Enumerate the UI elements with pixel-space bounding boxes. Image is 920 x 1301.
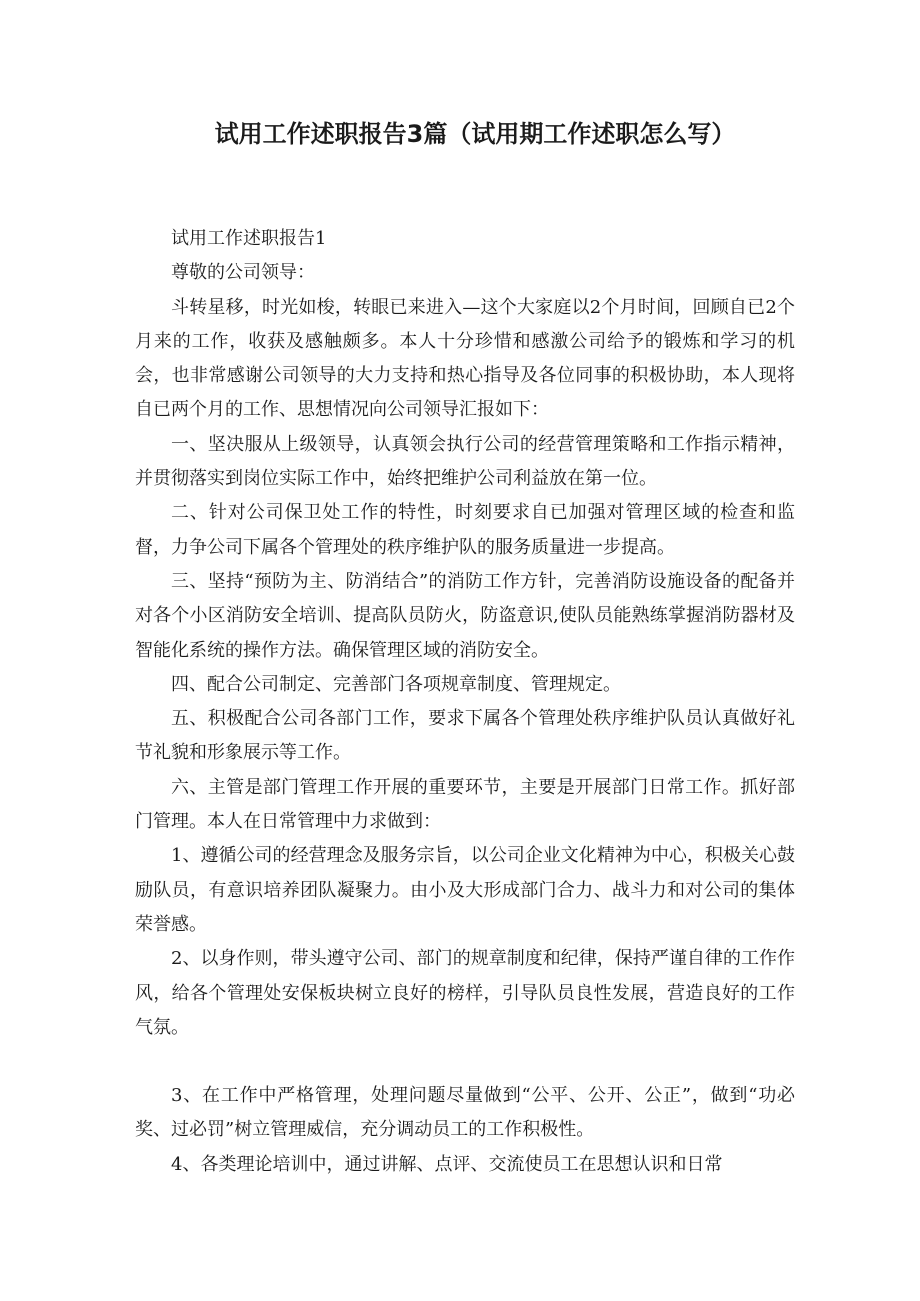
paragraph-subitem-3: 3、在工作中严格管理，处理问题尽量做到“公平、公开、公正”，做到“功必奖、过必罚”树立管理威信，充分调动员工的工作积极性。: [135, 1085, 795, 1141]
document-body: [135, 222, 795, 1182]
paragraph-item-5: 五、积极配合公司各部门工作，要求下属各个管理处秩序维护队员认真做好礼节礼貌和形象展示等工作。: [135, 708, 795, 764]
paragraph-subitem-2: 2、以身作则，带头遵守公司、部门的规章制度和纪律，保持严谨自律的工作作风，给各个管理处安保板块树立良好的榜样，引导队员良性发展，营造良好的工作气氛。: [135, 948, 795, 1038]
document-title: 试用工作述职报告3篇（试用期工作述职怎么写）: [214, 120, 736, 148]
paragraph-item-3: 三、坚持“预防为主、防消结合”的消防工作方针，完善消防设施设备的配备并对各个小区消防安全培训、提高队员防火，防盗意识,使队员能熟练掌握消防器材及智能化系统的操作方法。确保管理区域的消防安全。: [135, 570, 795, 661]
paragraph-item-2: 二、针对公司保卫处工作的特性，时刻要求自已加强对管理区域的检查和监督，力争公司下属各个管理处的秩序维护队的服务质量进一步提高。: [135, 502, 795, 558]
paragraph-subitem-4: 4、各类理论培训中，通过讲解、点评、交流使员工在思想认识和日常: [171, 1153, 723, 1175]
paragraph-intro: 斗转星移，时光如梭，转眼已来进入—这个大家庭以2个月时间，回顾自已2个月来的工作，收获及感触颇多。本人十分珍惜和感激公司给予的锻炼和学习的机会，也非常感谢公司领导的大力支持和热心指导及各位同事的积极协助，本人现将自已两个月的工作、思想情况向公司领导汇报如下：: [135, 296, 795, 421]
paragraph-item-6: 六、主管是部门管理工作开展的重要环节，主要是开展部门日常工作。抓好部门管理。本人在日常管理中力求做到：: [135, 776, 795, 833]
paragraph-item-4: 四、配合公司制定、完善部门各项规章制度、管理规定。: [171, 673, 621, 695]
paragraph-item-1: 一、坚决服从上级领导，认真领会执行公司的经营管理策略和工作指示精神，并贯彻落实到岗位实际工作中，始终把维护公司利益放在第一位。: [135, 433, 795, 490]
paragraph-subitem-1: 1、遵循公司的经营理念及服务宗旨，以公司企业文化精神为中心，积极关心鼓励队员，有意识培养团队凝聚力。由小及大形成部门合力、战斗力和对公司的集体荣誉感。: [135, 845, 795, 935]
salutation: 尊敬的公司领导：: [171, 262, 315, 284]
section-heading: 试用工作述职报告1: [171, 228, 327, 249]
